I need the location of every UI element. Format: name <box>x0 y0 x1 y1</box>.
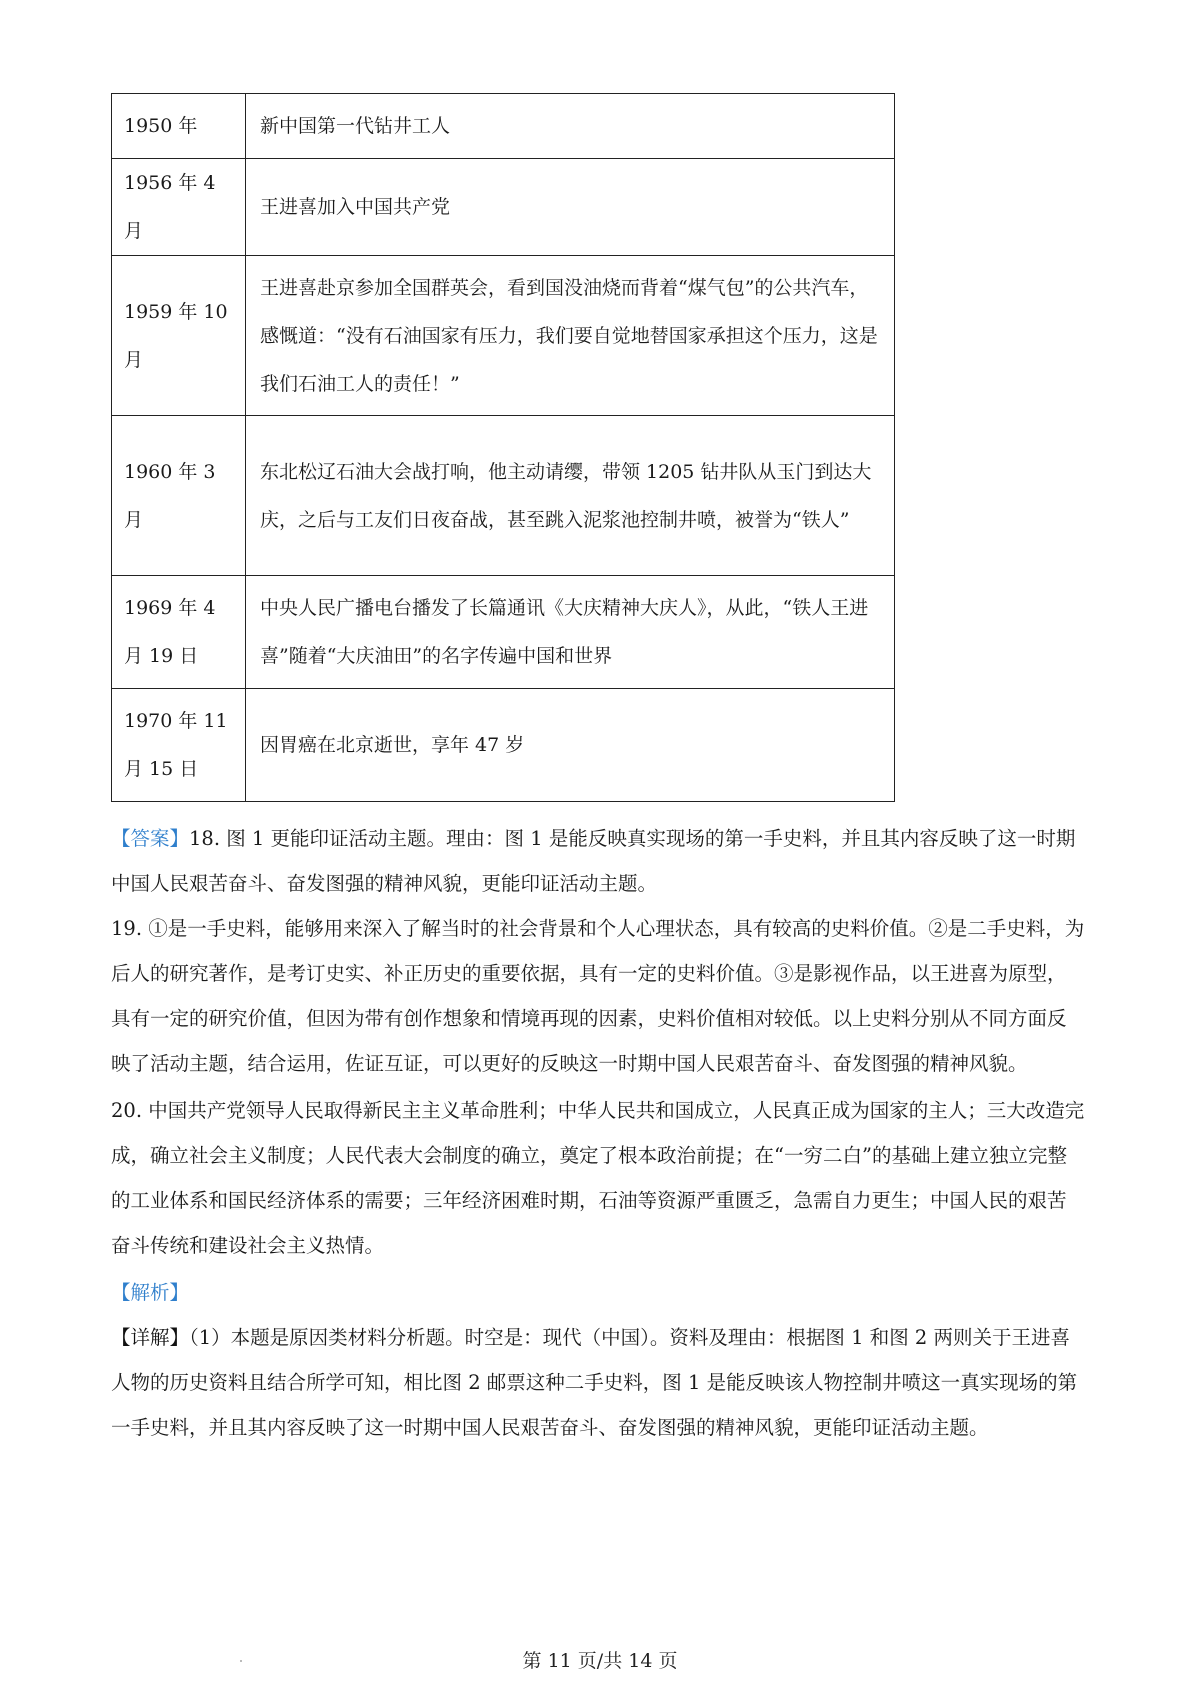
row-event: 东北松辽石油大会战打响，他主动请缨，带领 1205 钻井队从玉门到达大庆，之后与工友们日夜奋战，甚至跳入泥浆池控制井喷，被誉为“铁人” <box>246 416 895 576</box>
row-date: 1960 年 3 月 <box>112 416 246 576</box>
row-event: 王进喜加入中国共产党 <box>246 159 895 256</box>
row-event: 中央人民广播电台播发了长篇通讯《大庆精神大庆人》，从此，“铁人王进喜”随着“大庆油田”的名字传遍中国和世界 <box>246 576 895 689</box>
table-row <box>112 416 895 576</box>
detail-text: （1）本题是原因类材料分析题。时空是：现代（中国）。资料及理由：根据图 1 和图 2 两则关于王进喜人物的历史资料且结合所学可知，相比图 2 邮票这种二手史料，图 1 是能反映该人物控制井喷这一真实现场的第一手史料，并且其内容反映了这一时期中国人民艰苦奋斗、奋发图强的精神风貌，更能印证活动主题。 <box>111 1326 1078 1439</box>
page-number: 第 11 页/共 14 页 <box>522 1650 678 1672</box>
table-row <box>112 159 895 256</box>
row-date: 1956 年 4 月 <box>112 159 246 256</box>
table-row <box>112 576 895 689</box>
answer-18-text: 18. 图 1 更能印证活动主题。理由：图 1 是能反映真实现场的第一手史料，并且其内容反映了这一时期中国人民艰苦奋斗、奋发图强的精神风貌，更能印证活动主题。 <box>111 827 1076 895</box>
timeline-table <box>111 93 895 802</box>
table-row <box>112 94 895 159</box>
analysis-label: 【解析】 <box>111 1281 190 1304</box>
analysis-heading <box>111 1270 1085 1315</box>
row-event: 王进喜赴京参加全国群英会，看到国没油烧而背着“煤气包”的公共汽车，感慨道：“没有石油国家有压力，我们要自觉地替国家承担这个压力，这是我们石油工人的责任！” <box>246 256 895 416</box>
row-date: 1950 年 <box>112 94 246 159</box>
answer-20: 20. 中国共产党领导人民取得新民主主义革命胜利；中华人民共和国成立，人民真正成为国家的主人；三大改造完成，确立社会主义制度；人民代表大会制度的确立，奠定了根本政治前提；在“一穷二白”的基础上建立独立完整的工业体系和国民经济体系的需要；三年经济困难时期，石油等资源严重匮乏，急需自力更生；中国人民的艰苦奋斗传统和建设社会主义热情。 <box>111 1099 1085 1257</box>
row-date: 1970 年 11 月 15 日 <box>112 689 246 802</box>
row-event: 因胃癌在北京逝世，享年 47 岁 <box>246 689 895 802</box>
answer-19: 19. ①是一手史料，能够用来深入了解当时的社会背景和个人心理状态，具有较高的史料价值。②是二手史料，为后人的研究著作，是考订史实、补正历史的重要依据，具有一定的史料价值。③是影视作品，以王进喜为原型，具有一定的研究价值，但因为带有创作想象和情境再现的因素，史料价值相对较低。以上史料分别从不同方面反映了活动主题，结合运用，佐证互证，可以更好的反映这一时期中国人民艰苦奋斗、奋发图强的精神风貌。 <box>111 917 1085 1075</box>
answer-18 <box>111 816 1085 906</box>
row-event: 新中国第一代钻井工人 <box>246 94 895 159</box>
row-date: 1969 年 4 月 19 日 <box>112 576 246 689</box>
table-row <box>112 689 895 802</box>
detail-paragraph <box>111 1315 1085 1450</box>
row-date: 1959 年 10 月 <box>112 256 246 416</box>
table-row <box>112 256 895 416</box>
answer-label: 【答案】 <box>111 827 190 850</box>
detail-label: 【详解】 <box>111 1326 190 1349</box>
